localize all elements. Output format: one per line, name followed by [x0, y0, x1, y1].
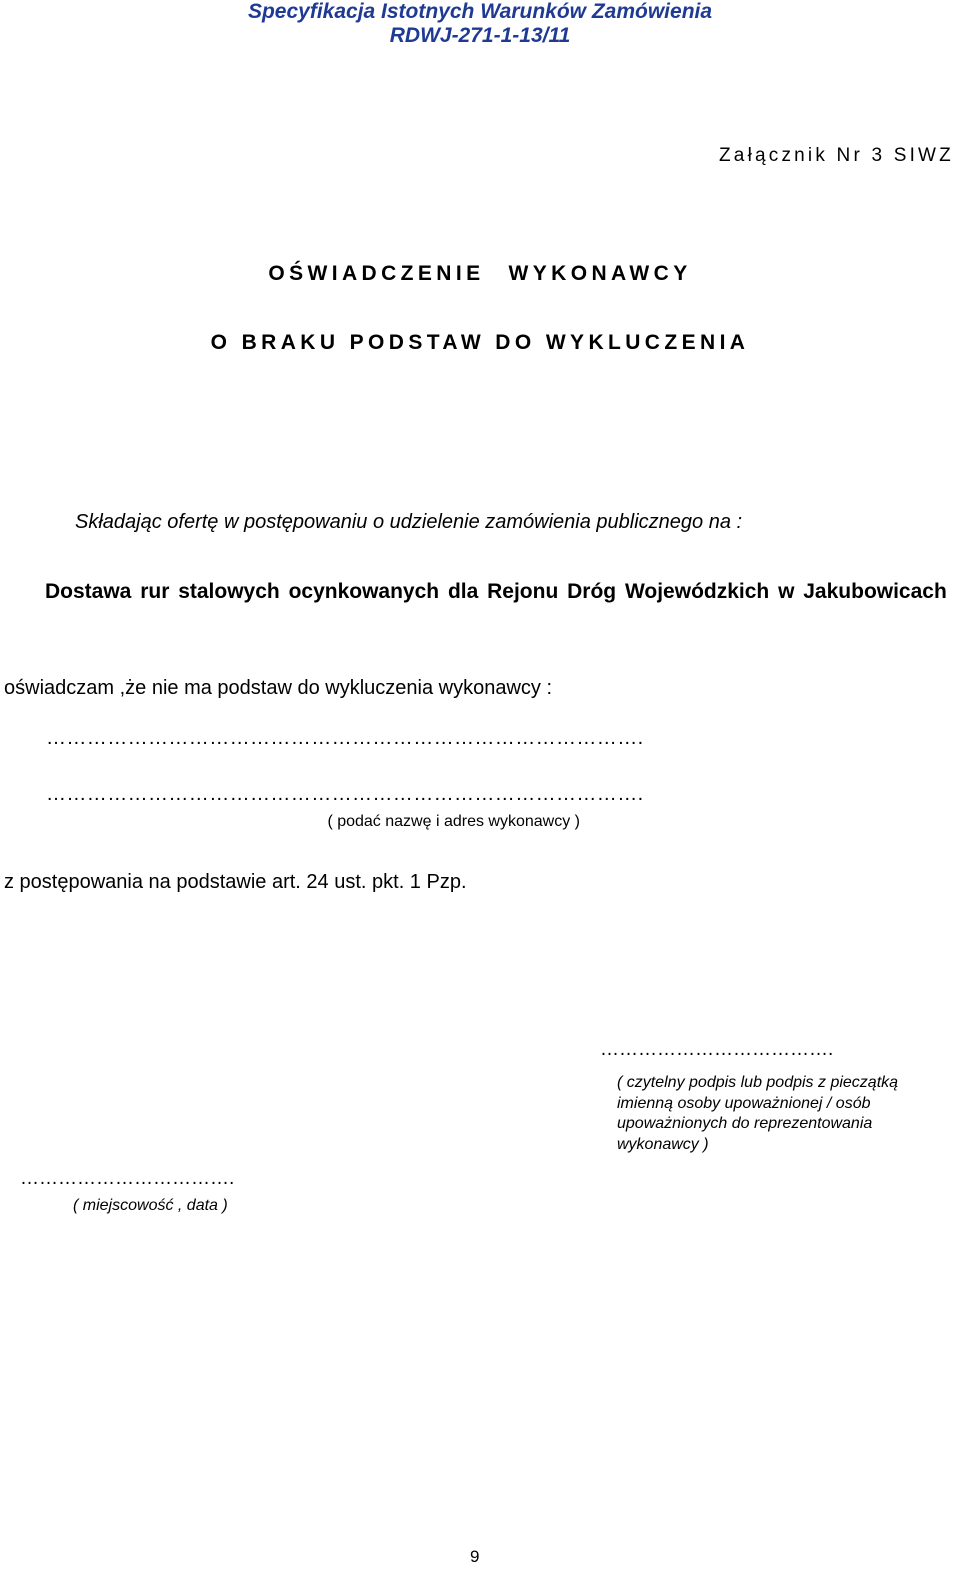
intro-text: Składając ofertę w postępowaniu o udzielenie zamówienia publicznego na : — [75, 511, 743, 533]
contractor-field-hint: ( podać nazwę i adres wykonawcy ) — [327, 813, 580, 830]
place-date-field[interactable]: ……………………………. — [20, 1168, 235, 1189]
attachment-label: Załącznik Nr 3 SIWZ — [719, 145, 954, 166]
declaration-text: oświadczam ,że nie ma podstaw do wykluczenia wykonawcy : — [4, 677, 553, 699]
signature-caption: ( czytelny podpis lub podpis z pieczątką imienną osoby upoważnionej / osób upoważnionych do reprezentowania wykonawcy ) — [617, 1074, 899, 1153]
legal-basis-text: z postępowania na podstawie art. 24 ust. pkt. 1 Pzp. — [4, 871, 467, 893]
header-spec-title: Specyfikacja Istotnych Warunków Zamówienia — [247, 0, 713, 23]
title-word-statement: OŚWIADCZENIE — [268, 262, 485, 285]
tender-subject: Dostawa rur stalowych ocynkowanych dla Rejonu Dróg Wojewódzkich w Jakubowicach — [45, 580, 947, 603]
page-number: 9 — [470, 1547, 480, 1566]
contractor-name-field[interactable]: ……………………………………………………………………………. — [46, 727, 644, 749]
signature-field[interactable]: ………………………………. — [600, 1039, 834, 1060]
contractor-address-field[interactable]: ……………………………………………………………………………. — [46, 783, 644, 805]
place-date-caption: ( miejscowość , data ) — [73, 1197, 228, 1214]
title-word-contractor: WYKONAWCY — [508, 262, 692, 285]
document-subtitle: O BRAKU PODSTAW DO WYKLUCZENIA — [210, 331, 750, 354]
header-reference-number: RDWJ-271-1-13/11 — [389, 24, 571, 47]
document-title — [0, 262, 960, 286]
